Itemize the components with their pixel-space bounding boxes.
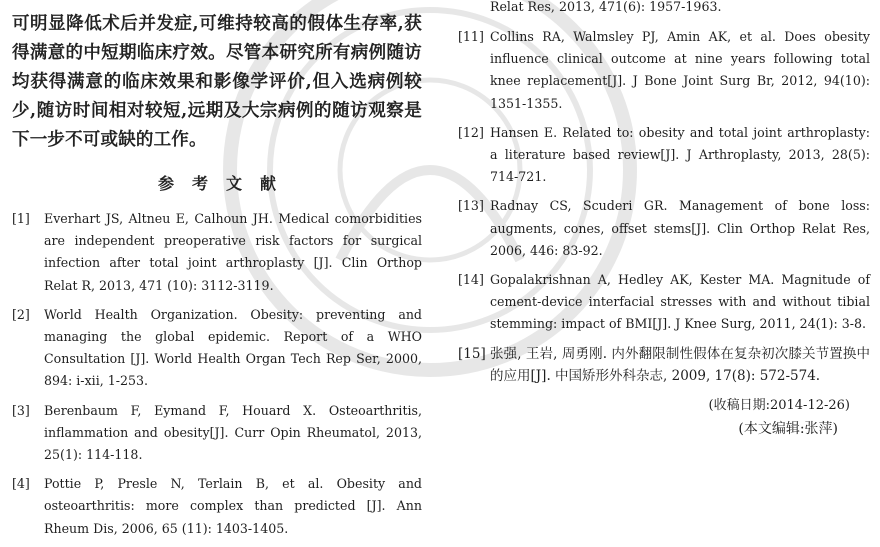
reference-text: Hansen E. Related to: obesity and total joint arthroplasty: a literature based review[J]. J Arthroplasty, 2013, 28(5): 714-721. xyxy=(490,124,870,185)
reference-list-right xyxy=(458,26,870,388)
reference-item xyxy=(12,473,422,540)
reference-item xyxy=(458,26,870,115)
reference-number: [11] xyxy=(458,29,484,44)
references-heading: 参考文献 xyxy=(157,174,294,193)
body-paragraph: 可明显降低术后并发症,可维持较高的假体生存率,获得满意的中短期临床疗效。尽管本研究所有病例随访均获得满意的临床效果和影像学评价,但入选病例较少,随访时间相对较短,远期及大宗病例的随访观察是下一步不可或缺的工作。 xyxy=(12,14,422,150)
reference-text: World Health Organization. Obesity: preventing and managing the global epidemic. Report of a WHO Consultation [J]. World Health Organ Tech Rep Ser, 2000, 894: i-xii, 1-253. xyxy=(44,306,422,389)
reference-text: Berenbaum F, Eymand F, Houard X. Osteoarthritis, inflammation and obesity[J]. Curr Opin Rheumatol, 2013, 25(1): 114-118. xyxy=(44,402,422,463)
right-column xyxy=(458,0,870,442)
reference-item xyxy=(458,122,870,189)
reference-text: 张强, 王岩, 周勇刚. 内外翻限制性假体在复杂初次膝关节置换中的应用[J]. 中国矫形外科杂志, 2009, 17(8): 572-574. xyxy=(490,345,870,385)
reference-continuation: Relat Res, 2013, 471(6): 1957-1963. xyxy=(490,0,722,14)
reference-item xyxy=(458,195,870,262)
reference-text: Gopalakrishnan A, Hedley AK, Kester MA. Magnitude of cement-device interfacial stresses with and without tibial stemming: impact of BMI[J]. J Knee Surg, 2011, 24(1): 3-8. xyxy=(490,272,870,332)
reference-item xyxy=(12,400,422,467)
reference-number: [15] xyxy=(458,345,486,362)
reference-number: [12] xyxy=(458,124,484,140)
reference-number: [13] xyxy=(458,198,484,214)
reference-number: [4] xyxy=(12,476,30,492)
reference-item xyxy=(12,304,422,393)
reference-text: Radnay CS, Scuderi GR. Management of bone loss: augments, cones, offset stems[J]. Clin Orthop Relat Res, 2006, 446: 83-92. xyxy=(490,198,870,258)
reference-number: [14] xyxy=(458,272,484,288)
reference-item xyxy=(458,343,870,388)
editor-credit: (本文编辑:张萍) xyxy=(738,420,838,437)
reference-item xyxy=(12,208,422,297)
reference-list-left xyxy=(12,208,422,540)
reference-number: [2] xyxy=(12,306,30,322)
reference-text: Pottie P, Presle N, Terlain B, et al. Obesity and osteoarthritis: more complex than predicted [J]. Ann Rheum Dis, 2006, 65 (11): 1403-1405. xyxy=(44,476,422,536)
reference-number: [1] xyxy=(12,211,30,226)
left-column xyxy=(12,0,422,547)
reference-item xyxy=(458,269,870,336)
reference-number: [3] xyxy=(12,402,30,418)
reference-text: Everhart JS, Altneu E, Calhoun JH. Medical comorbidities are independent preoperative risk factors for surgical infection after total joint arthroplasty [J]. Clin Orthop Relat R, 2013, 471 (10): 3112-3119. xyxy=(44,211,422,293)
received-date: (收稿日期:2014-12-26) xyxy=(708,397,850,413)
reference-text: Collins RA, Walmsley PJ, Amin AK, et al. Does obesity influence clinical outcome at nine years following total knee replacement[J]. J Bone Joint Surg Br, 2012, 94(10): 1351-1355. xyxy=(490,29,870,111)
